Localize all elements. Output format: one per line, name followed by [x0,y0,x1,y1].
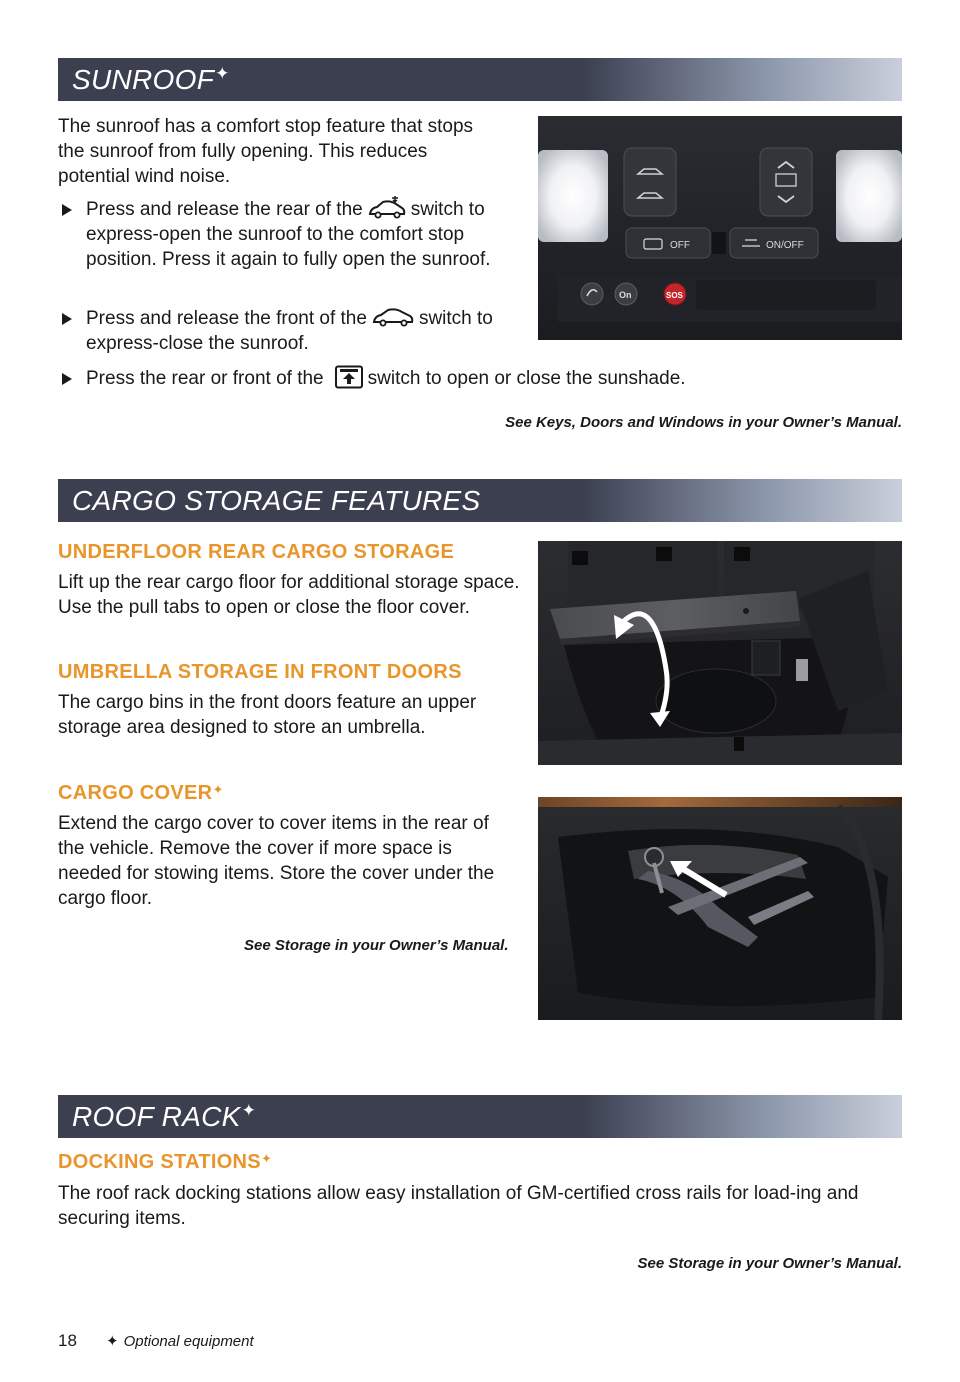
overhead-console-photo [538,116,902,340]
sunroof-open-icon [367,196,407,220]
sunroof-bullet-express-open: Press and release the rear of the switch to express-open the sunroof to the comfort stop position. Press it again to fully open the sunroof. [58,197,531,272]
sunshade-switch-icon [334,365,364,389]
sunroof-banner [58,58,902,101]
sos-button-label: SOS [666,291,683,300]
sunroof-reference: See Keys, Doors and Windows in your Owner’s Manual. [505,414,902,431]
docking-stations-heading: DOCKING STATIONS✦ [58,1151,273,1173]
underfloor-cargo-drawing [538,541,902,765]
docking-stations-text: The roof rack docking stations allow easy installation of GM-certified cross rails for load-ing and securing items. [58,1183,859,1229]
sunroof-title: SUNROOF✦ [72,64,230,95]
sunroof-bullet-sunshade: Press the rear or front of the switch to open or close the sunshade. [58,366,906,391]
underfloor-text: Lift up the rear cargo floor for additional storage space. Use the pull tabs to open or close the floor cover. [58,572,520,618]
umbrella-storage-drawing [538,797,902,1020]
optional-mark-icon: ✦ [106,1333,119,1350]
optional-mark-icon: ✦ [260,1151,273,1166]
page-number: 18 [58,1331,77,1350]
optional-mark-icon: ✦ [212,782,224,797]
roofrack-reference: See Storage in your Owner’s Manual. [637,1255,902,1272]
cargo-reference: See Storage in your Owner’s Manual. [244,937,509,954]
optional-equipment-note: ✦ Optional equipment [106,1333,254,1350]
overhead-console-drawing [538,116,902,340]
underfloor-cargo-photo [538,541,902,765]
bullet-triangle-icon [62,313,72,325]
dome-light-onoff-label: ON/OFF [766,240,804,251]
underfloor-heading: UNDERFLOOR REAR CARGO STORAGE [58,541,455,563]
roofrack-title: ROOF RACK✦ [72,1101,257,1132]
sunroof-intro: The sunroof has a comfort stop feature that stops the sunroof from fully opening. This reduces potential wind noise. [58,116,474,187]
cargo-title: CARGO STORAGE FEATURES [72,485,481,516]
umbrella-heading: UMBRELLA STORAGE IN FRONT DOORS [58,661,462,683]
bullet-triangle-icon [62,373,72,385]
cargo-banner [58,479,902,522]
umbrella-text: The cargo bins in the front doors feature an upper storage area designed to store an umbrella. [58,692,477,738]
cargo-cover-text: Extend the cargo cover to cover items in the rear of the vehicle. Remove the cover if more space is needed for stowing items. Store the cover under the cargo floor. [58,813,495,909]
cargo-cover-heading: CARGO COVER✦ [58,782,224,804]
onstar-button-label: On [619,290,632,300]
roofrack-banner [58,1095,902,1138]
bullet-triangle-icon [62,204,72,216]
sunroof-bullet-express-close: Press and release the front of the switch to express-close the sunroof. [58,306,531,356]
optional-mark-icon: ✦ [215,64,230,83]
dome-light-off-label: OFF [670,240,690,251]
sunroof-close-icon [371,306,415,328]
umbrella-storage-photo [538,797,902,1020]
optional-mark-icon: ✦ [241,1101,257,1120]
